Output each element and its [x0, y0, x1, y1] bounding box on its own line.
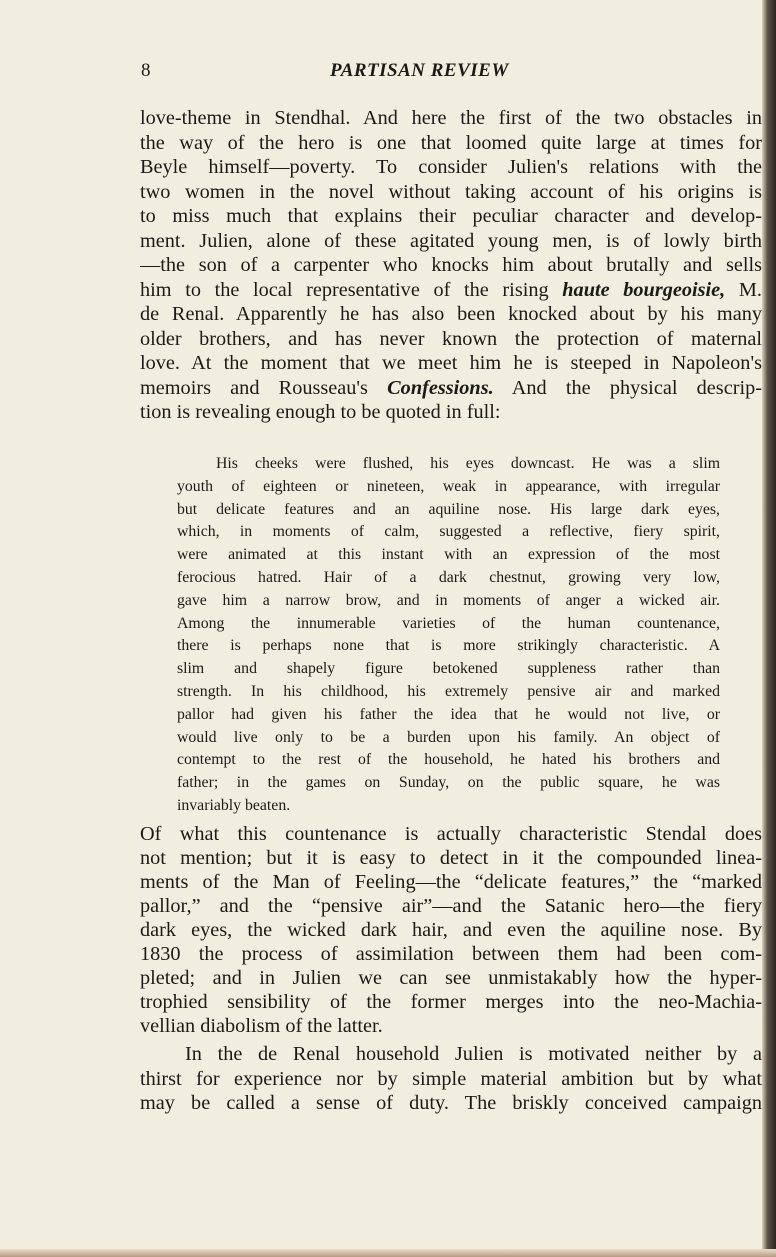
text-line [140, 822, 762, 846]
text-segment: him to the local representative of the rising [140, 278, 563, 301]
text-segment: Beyle himself—poverty. To consider Julien's relations with the [140, 156, 762, 178]
text-segment: strength. In his childhood, his extremely pensive air and marked [177, 682, 720, 700]
text-line [177, 476, 720, 499]
text-line [140, 1091, 762, 1116]
text-line [177, 499, 720, 522]
text-line [140, 106, 762, 131]
text-segment: And the physical descrip- [493, 376, 762, 399]
text-segment: slim and shapely figure betokened suppleness rather than [177, 660, 720, 678]
text-line [177, 453, 720, 476]
text-segment: de Renal. Apparently he has also been knocked about by his many [140, 303, 762, 325]
text-segment: In the de Renal household Julien is motivated neither by a [185, 1043, 762, 1065]
paragraph-3 [140, 1042, 762, 1116]
text-line [140, 990, 762, 1014]
text-segment: father; in the games on Sunday, on the public square, he was [177, 774, 720, 792]
text-line [177, 658, 720, 681]
text-line [177, 704, 720, 727]
text-line [140, 1067, 762, 1092]
text-segment: pleted; and in Julien we can see unmistakably how the hyper- [140, 967, 762, 989]
text-segment: were animated at this instant with an expression of the most [177, 546, 720, 564]
text-line [140, 302, 762, 327]
text-line [177, 681, 720, 704]
text-line [177, 567, 720, 590]
text-segment: love. At the moment that we meet him he is steeped in Napoleon's [140, 352, 762, 374]
text-line [140, 894, 762, 918]
page-bottom-edge [0, 1249, 776, 1257]
text-line [140, 278, 762, 303]
text-segment: may be called a sense of duty. The briskly conceived campaign [140, 1092, 762, 1114]
text-line [140, 180, 762, 205]
text-segment: gave him a narrow brow, and in moments of anger a wicked air. [177, 591, 720, 609]
book-spine-edge [762, 0, 776, 1257]
text-line [140, 155, 762, 180]
text-segment: M. [725, 278, 762, 301]
text-segment: youth of eighteen or nineteen, weak in appearance, with irregular [177, 477, 720, 495]
text-segment: vellian diabolism of the latter. [140, 1015, 383, 1037]
text-line [140, 351, 762, 376]
running-head-journal-title: PARTISAN REVIEW [330, 60, 509, 81]
text-line [140, 400, 762, 425]
text-line [177, 772, 720, 795]
text-line [177, 590, 720, 613]
text-segment: Among the innumerable varieties of the human countenance, [177, 614, 720, 632]
text-segment: ments of the Man of Feeling—the “delicate features,” the “marked [140, 871, 762, 893]
text-line [177, 749, 720, 772]
text-segment: which, in moments of calm, suggested a reflective, fiery spirit, [177, 523, 720, 541]
text-line [140, 966, 762, 990]
text-line [140, 204, 762, 229]
text-line [140, 942, 762, 966]
text-line [140, 918, 762, 942]
text-line [177, 544, 720, 567]
text-segment: the way of the hero is one that loomed quite large at times for [140, 131, 762, 154]
text-line [140, 327, 762, 352]
text-line [177, 727, 720, 750]
text-line [140, 131, 762, 156]
text-segment: Of what this countenance is actually characteristic Stendal does [140, 823, 762, 845]
text-line [140, 846, 762, 870]
text-segment: two women in the novel without taking account of his origins is [140, 180, 762, 203]
text-segment: tion is revealing enough to be quoted in full: [140, 401, 501, 423]
italic-text: haute bourgeoisie, [562, 278, 726, 301]
text-segment: thirst for experience nor by simple material ambition but by what [140, 1067, 762, 1090]
text-segment: there is perhaps none that is more strikingly characteristic. A [177, 637, 720, 655]
text-segment: His cheeks were flushed, his eyes downcast. He was a slim [216, 455, 720, 472]
block-quote [177, 453, 720, 818]
text-segment: older brothers, and has never known the protection of maternal [140, 327, 762, 350]
text-segment: ferocious hatred. Hair of a dark chestnut, growing very low, [177, 568, 720, 586]
text-segment: memoirs and Rousseau's [140, 376, 388, 399]
text-segment: trophied sensibility of the former merges into the neo-Machia- [140, 991, 762, 1013]
text-segment: pallor had given his father the idea that he would not live, or [177, 705, 720, 723]
text-segment: contempt to the rest of the household, he hated his brothers and [177, 751, 720, 769]
text-segment: not mention; but it is easy to detect in it the compounded linea- [140, 847, 762, 869]
text-segment: love-theme in Stendhal. And here the first of the two obstacles in [140, 107, 762, 129]
text-line [177, 521, 720, 544]
text-segment: ment. Julien, alone of these agitated young men, is of lowly birth [140, 229, 762, 252]
text-segment: 1830 the process of assimilation between them had been com- [140, 943, 762, 965]
text-segment: invariably beaten. [177, 796, 291, 814]
text-segment: —the son of a carpenter who knocks him about brutally and sells [140, 254, 762, 276]
text-segment: to miss much that explains their peculiar character and develop- [140, 205, 762, 227]
text-segment: pallor,” and the “pensive air”—and the Satanic hero—the fiery [140, 895, 762, 917]
text-segment: would live only to be a burden upon his family. An object of [177, 728, 720, 746]
paragraph-2 [140, 822, 762, 1038]
text-line [140, 1042, 762, 1067]
text-line [177, 635, 720, 658]
text-segment: dark eyes, the wicked dark hair, and even the aquiline nose. By [140, 919, 762, 941]
text-line [140, 870, 762, 894]
paragraph-1 [140, 106, 762, 425]
text-segment: but delicate features and an aquiline nose. His large dark eyes, [177, 500, 720, 518]
text-line [177, 795, 720, 818]
text-line [140, 1014, 762, 1038]
italic-text: Confessions. [387, 376, 494, 399]
text-line [140, 376, 762, 401]
text-line [140, 229, 762, 254]
text-line [177, 613, 720, 636]
page-number: 8 [141, 60, 151, 81]
text-line [140, 253, 762, 278]
